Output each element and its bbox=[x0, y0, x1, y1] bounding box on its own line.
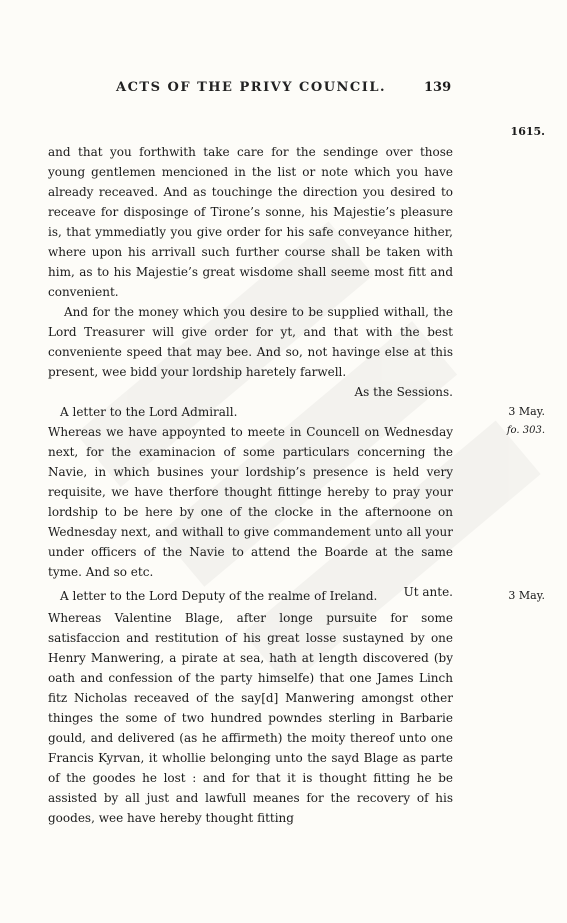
continued-letter bbox=[48, 142, 453, 402]
letter-body bbox=[48, 422, 453, 602]
running-header bbox=[0, 80, 567, 100]
margin-folio: fo. 303. bbox=[506, 425, 545, 436]
letter-body bbox=[48, 608, 453, 828]
letter-heading: A letter to the Lord Admirall. bbox=[60, 405, 238, 419]
paragraph: and that you forthwith take care for the sendinge over those young gentlemen mencioned in the list or note which you have already receaved. And as touchinge the direction you desired to receave for disposinge of Tirone’s sonne, his Majestie’s pleasure is, that ymmediatly you give order for his safe conveyance hither, where upon his arrivall such further course shall be taken with him, as to his Majestie’s great wisdome shall seeme most fitt and convenient. bbox=[48, 145, 453, 299]
page-number: 139 bbox=[424, 80, 452, 95]
header-title: ACTS OF THE PRIVY COUNCIL. bbox=[116, 80, 387, 95]
signoff: As the Sessions. bbox=[354, 385, 453, 399]
margin-date: 3 May. bbox=[508, 405, 545, 418]
letter-heading: A letter to the Lord Deputy of the realme of Ireland. bbox=[60, 589, 378, 603]
paragraph: Whereas we have appoynted to meete in Councell on Wednesday next, for the examinacion of some particulars concerning the Navie, in which busines your lordship’s presence is held very requisite, we have therfore thought fittinge hereby to pray your lordship to be here by one of the clocke in the afternoone on Wednesday next, and withall to give commandement unto all your under officers of the Navie to attend the Boarde at the same tyme. And so etc. bbox=[48, 425, 453, 579]
paragraph: Whereas Valentine Blage, after longe pursuite for some satisfaccion and restitution of his great losse sustayned by one Henry Manwering, a pirate at sea, hath at length discovered (by oath and confession of the party himselfe) that one James Linch fitz Nicholas receaved of the say[d] Manwering amongst other thinges the some of two hundred powndes sterling in Barbarie gould, and delivered (as he affirmeth) the moity thereof unto one Francis Kyrvan, it whollie belonging unto the sayd Blage as parte of the goodes he lost : and for that it is thought fitting he be assisted by all just and lawfull meanes for the recovery of his goodes, wee have hereby thought fitting bbox=[48, 611, 453, 825]
margin-year: 1615. bbox=[510, 125, 545, 138]
paragraph: And for the money which you desire to be supplied withall, the Lord Treasurer will give order for yt, and that with the best conveniente speed that may bee. And so, not havinge else at this present, wee bidd your lordship haretely farwell. bbox=[48, 305, 453, 379]
margin-date: 3 May. bbox=[508, 589, 545, 602]
signoff: Ut ante. bbox=[403, 585, 453, 599]
